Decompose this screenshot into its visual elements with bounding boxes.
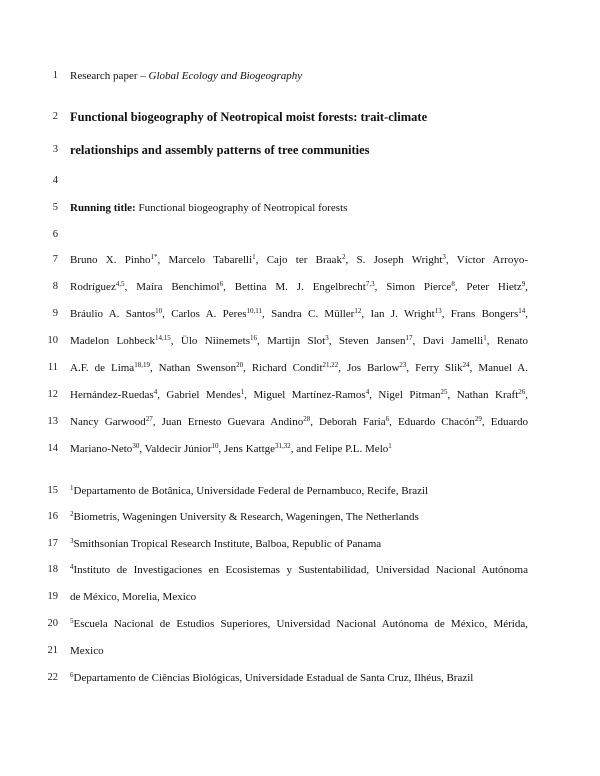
text-segment: Rodríguez xyxy=(70,281,116,293)
affiliation-superscript: 4 xyxy=(153,388,158,396)
manuscript-line xyxy=(0,442,600,456)
text-segment: , Simon Pierce xyxy=(374,281,452,293)
text-segment: Mariano-Neto xyxy=(70,443,133,455)
affiliation-superscript: 1* xyxy=(150,253,158,261)
affiliation-superscript: 13 xyxy=(434,307,442,315)
affiliation-superscript: 2 xyxy=(70,510,74,518)
affiliation-superscript: 6 xyxy=(219,280,224,288)
line-number: 6 xyxy=(52,229,58,240)
text-segment: Functional biogeography of Neotropical forests xyxy=(135,202,348,214)
text-segment: , Deborah Faria xyxy=(310,416,386,428)
text-segment: Mexico xyxy=(70,645,104,657)
text-segment: , Bettina M. J. Engelbrecht xyxy=(223,281,366,293)
text-segment: Madelon Lohbeck xyxy=(70,335,155,347)
paper-title-line xyxy=(70,110,427,124)
line-text xyxy=(70,590,196,604)
line-number: 14 xyxy=(47,443,58,454)
affiliation-superscript: 1 xyxy=(483,334,487,342)
affiliation-superscript: 20 xyxy=(236,361,244,369)
manuscript-line xyxy=(0,617,600,631)
line-number: 11 xyxy=(47,362,58,373)
manuscript-line xyxy=(0,415,600,429)
text-segment: , Ian J. Wright xyxy=(361,308,435,320)
affiliation-superscript: 3 xyxy=(325,334,329,342)
affiliation-superscript: 30 xyxy=(132,442,140,450)
text-segment: , Jens Kattge xyxy=(218,443,276,455)
text-segment: , Jos Barlow xyxy=(338,362,400,374)
text-segment: , Frans Bongers xyxy=(441,308,519,320)
line-text xyxy=(70,644,104,658)
text-segment: , Eduardo Chacón xyxy=(389,416,475,428)
line-text xyxy=(70,69,302,83)
manuscript-line xyxy=(0,484,600,498)
affiliation-superscript: 3 xyxy=(70,537,74,545)
affiliation-superscript: 1 xyxy=(388,442,392,450)
manuscript-line xyxy=(0,537,600,551)
line-number: 2 xyxy=(52,111,58,122)
manuscript-line xyxy=(0,201,600,215)
affiliation-superscript: 4,5 xyxy=(115,280,125,288)
line-number: 9 xyxy=(52,308,58,319)
text-segment: , Maíra Benchimol xyxy=(124,281,220,293)
text-segment: , Steven Jansen xyxy=(328,335,406,347)
text-segment: , Manuel A. xyxy=(469,362,528,374)
affiliation-superscript: 9 xyxy=(521,280,526,288)
line-number: 1 xyxy=(52,70,58,81)
text-segment: , Marcelo Tabarelli xyxy=(157,254,253,266)
manuscript-line xyxy=(0,143,600,157)
text-segment: , Eduardo xyxy=(481,416,528,428)
affiliation-superscript: 12 xyxy=(354,307,362,315)
text-segment: , Nathan Swenson xyxy=(149,362,237,374)
paper-title-line xyxy=(70,143,370,157)
line-number: 16 xyxy=(47,511,58,522)
affiliation-superscript: 1 xyxy=(70,484,74,492)
line-text xyxy=(70,253,528,267)
affiliation-superscript: 27 xyxy=(145,415,153,423)
line-text xyxy=(70,442,392,456)
manuscript-line xyxy=(0,644,600,658)
text-segment: , Renato xyxy=(486,335,529,347)
text-segment: Biometris, Wageningen University & Research, Wageningen, The Netherlands xyxy=(73,511,419,523)
manuscript-line xyxy=(0,590,600,604)
text-segment: Bruno X. Pinho xyxy=(70,254,151,266)
affiliation-superscript: 5 xyxy=(70,617,74,625)
line-number: 17 xyxy=(47,538,58,549)
text-segment: , xyxy=(525,389,529,401)
line-text xyxy=(70,280,528,294)
manuscript-line xyxy=(0,228,600,242)
affiliation-superscript: 10 xyxy=(155,307,163,315)
text-segment: Bráulio A. Santos xyxy=(70,308,156,320)
affiliation-superscript: 21,22 xyxy=(322,361,339,369)
line-number: 12 xyxy=(47,389,58,400)
affiliation-superscript: 26 xyxy=(518,388,526,396)
line-number: 18 xyxy=(47,564,58,575)
affiliation-superscript: 4 xyxy=(365,388,370,396)
text-segment: A.F. de Lima xyxy=(70,362,135,374)
affiliation-superscript: 1 xyxy=(240,388,245,396)
line-text xyxy=(70,307,528,321)
affiliation-superscript: 25 xyxy=(440,388,448,396)
line-number: 3 xyxy=(52,144,58,155)
line-number: 21 xyxy=(47,645,58,656)
bold-text: Functional biogeography of Neotropical moist forests: trait-climate xyxy=(70,110,428,124)
line-number: 15 xyxy=(47,485,58,496)
affiliation-superscript: 3 xyxy=(442,253,446,261)
affiliation-superscript: 18,19 xyxy=(134,361,150,369)
line-number: 10 xyxy=(47,335,58,346)
text-segment: , Martijn Slot xyxy=(256,335,326,347)
text-segment: , Peter Hietz xyxy=(454,281,522,293)
bold-text: Running title: xyxy=(70,202,136,214)
text-segment: , Miguel Martínez-Ramos xyxy=(244,389,366,401)
line-number: 8 xyxy=(52,281,58,292)
line-number: 20 xyxy=(47,618,58,629)
manuscript-line xyxy=(0,110,600,124)
text-segment: , Nigel Pitman xyxy=(369,389,441,401)
manuscript-line xyxy=(0,361,600,375)
line-number: 4 xyxy=(52,175,58,186)
text-segment: , Richard Condit xyxy=(243,362,323,374)
bold-text: relationships and assembly patterns of tree communities xyxy=(70,143,370,157)
text-segment: , Davi Jamelli xyxy=(412,335,484,347)
affiliation-superscript: 23 xyxy=(399,361,407,369)
line-text xyxy=(70,617,528,631)
affiliation-superscript: 29 xyxy=(474,415,482,423)
affiliation-superscript: 6 xyxy=(70,671,74,679)
text-segment: , and Felipe P.L. Melo xyxy=(290,443,389,455)
affiliation-superscript: 2 xyxy=(341,253,346,261)
line-text xyxy=(70,201,347,215)
line-text xyxy=(70,484,428,498)
line-text xyxy=(70,334,528,348)
line-text xyxy=(70,671,473,685)
line-text xyxy=(70,510,419,524)
text-segment: , Sandra C. Müller xyxy=(262,308,355,320)
text-segment: , Carlos A. Peres xyxy=(162,308,247,320)
text-segment: , Valdecir Júnior xyxy=(139,443,212,455)
text-segment: , Nathan Kraft xyxy=(447,389,519,401)
manuscript-line xyxy=(0,510,600,524)
affiliation-superscript: 17 xyxy=(405,334,413,342)
line-number: 19 xyxy=(47,591,58,602)
manuscript-line xyxy=(0,280,600,294)
text-segment: Hernández-Ruedas xyxy=(70,389,154,401)
affiliation-superscript: 16 xyxy=(249,334,257,342)
line-number: 7 xyxy=(52,254,58,265)
text-segment: , Juan Ernesto Guevara Andino xyxy=(152,416,304,428)
affiliation-superscript: 8 xyxy=(451,280,455,288)
affiliation-superscript: 1 xyxy=(252,253,256,261)
line-number: 5 xyxy=(52,202,58,213)
affiliation-superscript: 14 xyxy=(518,307,526,315)
manuscript-line xyxy=(0,69,600,83)
affiliation-superscript: 7,3 xyxy=(365,280,375,288)
affiliation-superscript: 4 xyxy=(70,563,74,571)
line-text xyxy=(70,388,528,402)
affiliation-superscript: 6 xyxy=(385,415,390,423)
text-segment: , Ferry Slik xyxy=(406,362,463,374)
affiliation-superscript: 10 xyxy=(211,442,219,450)
italic-text: Global Ecology and Biogeography xyxy=(148,70,303,82)
text-segment: Research paper – xyxy=(70,70,149,82)
affiliation-superscript: 28 xyxy=(303,415,311,423)
manuscript-line xyxy=(0,671,600,685)
line-number: 13 xyxy=(47,416,58,427)
text-segment: Departamento de Ciências Biológicas, Universidade Estadual de Santa Cruz, Ilhéus, Brazil xyxy=(73,672,474,684)
line-text xyxy=(70,415,528,429)
manuscript-line xyxy=(0,174,600,188)
manuscript-line xyxy=(0,307,600,321)
manuscript-line xyxy=(0,388,600,402)
affiliation-superscript: 31,32 xyxy=(275,442,291,450)
text-segment: , Ülo Niinemets xyxy=(170,335,250,347)
text-segment: , Víctor Arroyo- xyxy=(445,254,528,266)
affiliation-superscript: 24 xyxy=(462,361,470,369)
manuscript-line xyxy=(0,334,600,348)
text-segment: , S. Joseph Wright xyxy=(345,254,443,266)
text-segment: Smithsonian Tropical Research Institute, Balboa, Republic of Panama xyxy=(73,538,382,550)
line-text xyxy=(70,537,381,551)
affiliation-superscript: 10,11 xyxy=(246,307,263,315)
text-segment: Instituto de Investigaciones en Ecosistemas y Sustentabilidad, Universidad Nacional Autónoma xyxy=(73,564,528,576)
text-segment: , Cajo ter Braak xyxy=(255,254,342,266)
text-segment: Nancy Garwood xyxy=(70,416,146,428)
line-text xyxy=(70,361,528,375)
line-text xyxy=(70,563,528,577)
manuscript-line xyxy=(0,253,600,267)
text-segment: Escuela Nacional de Estudios Superiores, Universidad Nacional Autónoma de México, Mérida, xyxy=(73,618,528,630)
manuscript-line xyxy=(0,563,600,577)
text-segment: Departamento de Botânica, Universidade Federal de Pernambuco, Recife, Brazil xyxy=(73,485,429,497)
text-segment: , xyxy=(525,308,529,320)
text-segment: , Gabriel Mendes xyxy=(157,389,241,401)
affiliation-superscript: 14,15 xyxy=(154,334,171,342)
line-number: 22 xyxy=(47,672,58,683)
text-segment: , xyxy=(525,281,528,293)
text-segment: de México, Morelia, Mexico xyxy=(70,591,197,603)
